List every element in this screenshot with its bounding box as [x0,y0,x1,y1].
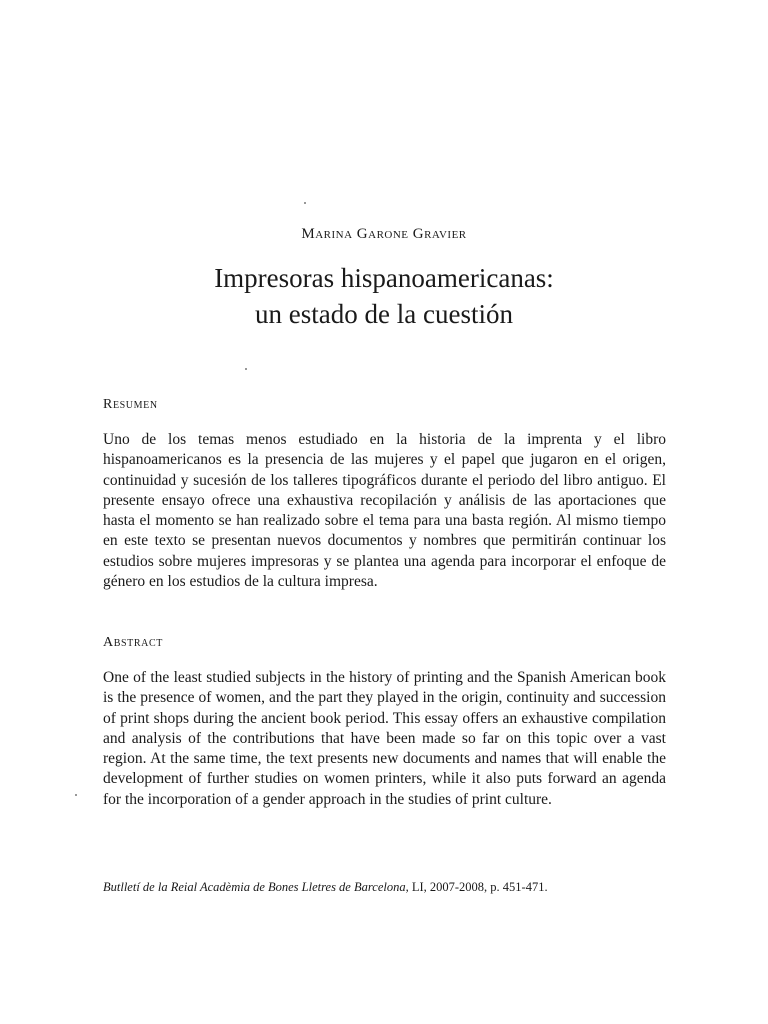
resumen-heading: Resumen [103,397,158,412]
abstract-heading: Abstract [103,635,163,650]
print-speck [245,368,247,370]
journal-name: Butlletí de la Reial Acadèmia de Bones Lletres de Barcelona, [103,880,409,894]
title-line-1: Impresoras hispanoamericanas: [214,263,554,293]
title-line-2: un estado de la cuestión [255,299,513,329]
article-title [0,260,768,332]
abstract-text: One of the least studied subjects in the history of printing and the Spanish American book is the presence of women, and the part they played in the origin, continuity and succession of print shops during the ancient book period. This essay offers an exhaustive compilation and analysis of the contributions that have been made so far on this topic over a vast region. At the same time, the text presents new documents and names that will enable the development of further studies on women printers, while it also puts forward an agenda for the incorporation of a gender approach in the studies of print culture. [103,669,666,808]
author-name: Marina Garone Gravier [301,226,467,242]
journal-citation [103,880,703,895]
print-speck [304,202,306,204]
citation-details: LI, 2007-2008, p. 451-471. [408,880,548,894]
resumen-text: Uno de los temas menos estudiado en la historia de la imprenta y el libro hispanoamericanos es la presencia de las mujeres y el papel que jugaron en el origen, continuidad y sucesión de los talleres tipográficos durante el periodo del libro antiguo. El presente ensayo ofrece una exhaustiva recopilación y análisis de las aportaciones que hasta el momento se han realizado sobre el tema para una basta región. Al mismo tiempo en este texto se presentan nuevos documentos y nombres que permitirán continuar los estudios sobre mujeres impresoras y se plantea una agenda para incorporar el enfoque de género en los estudios de la cultura impresa. [103,431,666,591]
print-speck [75,794,77,796]
